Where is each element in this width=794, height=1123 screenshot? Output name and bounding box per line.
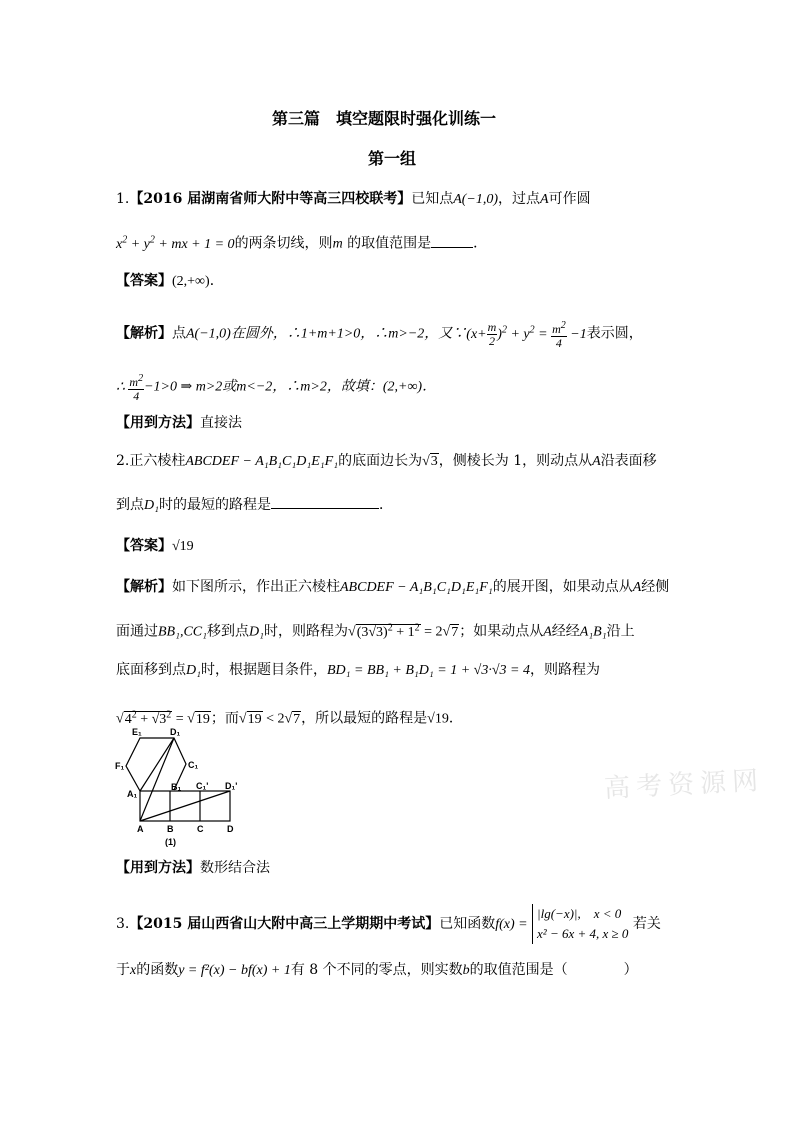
q2-ana1-prism: ABCDEF − A₁B₁C₁D₁E₁F₁ xyxy=(340,580,493,595)
q2-ana4-compare: √19 < 2√7 xyxy=(238,711,301,727)
q3-text-b: 若关 xyxy=(632,916,661,932)
q1-line2 xyxy=(116,230,487,255)
q2-ana4-a: ；而 xyxy=(210,710,239,727)
q2-analysis-line1 xyxy=(116,577,669,598)
q3-text-a: 已知函数 xyxy=(439,916,496,932)
q2-ana3-b: 时，根据题目条件， xyxy=(200,662,327,678)
q1-m: m xyxy=(332,236,343,252)
q2-ana3-a: 底面移到点 xyxy=(116,662,186,678)
q1-answer-blank xyxy=(431,233,473,248)
q2-analysis-line3 xyxy=(116,660,600,681)
q2-line1 xyxy=(116,451,657,472)
q2-line2 xyxy=(116,494,393,516)
label-b1: B₁ xyxy=(171,782,182,792)
q2-ana4-result: √19 xyxy=(427,711,449,727)
q1-number: 1. xyxy=(116,191,130,207)
q2-method-line xyxy=(116,858,270,878)
q1-period: ． xyxy=(473,235,488,252)
q3-line2-d: 的取值范围是（ ） xyxy=(469,962,638,978)
q2-method: 数形结合法 xyxy=(200,860,270,876)
q1-method-line xyxy=(116,413,242,433)
q2-ana2-a1b1: A₁B₁ xyxy=(579,624,607,640)
q2-ana3-d1: D₁ xyxy=(186,663,201,678)
q2-text-b: 的底面边长为 xyxy=(338,453,423,469)
group-heading: 第一组 xyxy=(368,149,417,168)
page-title: 第三篇 填空题限时强化训练一 xyxy=(272,109,497,128)
q2-line2-a: 到点 xyxy=(116,497,144,513)
q2-ana2-d1: D₁ xyxy=(249,624,264,640)
lateral-rectangles xyxy=(140,791,230,821)
q2-ana2-c: 时，则路程为 xyxy=(264,623,348,640)
q1-ana1-point: A(−1,0) xyxy=(186,326,231,342)
label-c1-prime: C₁' xyxy=(196,781,209,791)
q1-method-label: 【用到方法】 xyxy=(116,415,200,431)
q1-line2-c: 的取值范围是 xyxy=(342,235,432,252)
figure-caption: (1) xyxy=(165,837,176,847)
label-a1: A₁ xyxy=(127,789,138,799)
q2-text-a: 正六棱柱 xyxy=(129,453,186,469)
q1-answer-line xyxy=(116,271,224,292)
label-d1: D₁ xyxy=(170,727,181,737)
q2-ana2-a-point: A xyxy=(543,624,552,640)
q2-text-c: ，侧棱长为 1，则动点从 xyxy=(438,453,593,469)
q1-analysis-line2 xyxy=(116,372,436,403)
q1-answer-label: 【答案】 xyxy=(116,273,172,289)
q1-analysis-line1 xyxy=(116,319,643,350)
q2-ana2-f: 沿上 xyxy=(606,623,635,640)
q2-answer-label: 【答案】 xyxy=(116,538,172,554)
q1-answer: (2,+∞)． xyxy=(172,274,224,289)
q1-method: 直接法 xyxy=(200,415,242,431)
q3-line2-c: 有 8 个不同的零点，则实数 xyxy=(290,962,463,978)
q1-ana1-a: 点 xyxy=(172,325,186,342)
watermark: 高考资源网 xyxy=(603,765,765,805)
q1-ana1-eq: (x+ $\frac{m}{2}$ )$^2 + y^2$ = $\frac{m^2}{4}$ −1 xyxy=(466,320,587,350)
q1-text-c: 可作圆 xyxy=(548,191,591,207)
label-c1: C₁ xyxy=(188,760,199,770)
prism-unfold-figure xyxy=(112,724,248,854)
q3-line2 xyxy=(116,960,638,981)
q1-point-a: A(−1,0) xyxy=(453,192,499,207)
q2-a: A xyxy=(592,454,601,469)
q2-ana1-c: 经侧 xyxy=(641,579,670,595)
q2-sqrt3: √3 xyxy=(422,454,438,469)
q1-ana2-b: −1>0 ⇒ m>2或m<−2，∴m>2，故填：(2,+∞)． xyxy=(144,379,437,395)
q2-ana1-b: 的展开图，如果动点从 xyxy=(492,579,633,595)
q2-method-label: 【用到方法】 xyxy=(116,860,200,876)
q1-ana1-b: 在圆外，∴1+m+1>0，∴m>−2，又∵ xyxy=(230,326,467,342)
q3-line1 xyxy=(116,904,661,944)
label-d: D xyxy=(227,824,234,834)
q1-source: 【2016 届湖南省师大附中等高三四校联考】 xyxy=(129,191,412,207)
q2-answer-blank xyxy=(271,494,379,509)
q1-line1 xyxy=(116,189,591,210)
label-e1: E₁ xyxy=(132,727,142,737)
q1-ana1-c: 表示圆， xyxy=(586,325,643,342)
q2-prism: ABCDEF − A₁B₁C₁D₁E₁F₁ xyxy=(185,454,339,469)
q2-period: ． xyxy=(378,497,393,513)
q2-ana1-a-point: A xyxy=(632,580,642,595)
q3-case2: x² − 6x + 4, x ≥ 0 xyxy=(537,926,629,941)
q1-a: A xyxy=(540,192,549,207)
q2-text-d: 沿表面移 xyxy=(600,453,657,469)
q2-analysis-label: 【解析】 xyxy=(116,579,172,595)
q2-ana2-e: 经经 xyxy=(551,623,580,640)
q2-ana4-b: ，所以最短的路程是 xyxy=(301,710,428,727)
q2-number: 2. xyxy=(116,453,130,469)
q2-line2-b: 时的最短的路程是 xyxy=(158,497,271,513)
q2-answer: √19 xyxy=(172,539,194,554)
q2-ana2-d: ；如果动点从 xyxy=(459,623,544,640)
q2-analysis-line2 xyxy=(116,618,635,643)
q3-func: y = f²(x) − bf(x) + 1 xyxy=(178,963,291,978)
q3-source: 【2015 届山西省山大附中高三上学期期中考试】 xyxy=(129,916,440,932)
q3-b: b xyxy=(462,963,470,978)
q2-ana2-a: 面通过 xyxy=(116,623,158,640)
q3-number: 3. xyxy=(116,916,130,932)
q1-text-b: ，过点 xyxy=(498,191,541,207)
q3-line2-b: 的函数 xyxy=(136,962,179,978)
q2-ana3-c: ，则路程为 xyxy=(529,662,600,678)
q3-line2-a: 于 xyxy=(116,962,130,978)
q2-answer-line xyxy=(116,536,194,557)
q1-analysis-label: 【解析】 xyxy=(116,325,172,342)
q2-ana1-a: 如下图所示，作出正六棱柱 xyxy=(172,579,340,595)
label-b: B xyxy=(167,824,174,834)
q1-ana2-therefore: ∴ $\frac{m^2}{4}$ xyxy=(116,373,144,403)
q2-ana4-path: $√4^2 + √3^2 = √19$ xyxy=(116,709,210,727)
q2-ana3-eq: BD₁ = BB₁ + B₁D₁ = 1 + √3·√3 = 4 xyxy=(326,663,530,678)
label-c: C xyxy=(197,824,204,834)
q2-ana2-path: $√(3√3)^2 + 1^2 = 2√7$ xyxy=(348,622,459,640)
q3-fx: f(x) = xyxy=(495,917,528,932)
q3-piecewise xyxy=(532,904,628,944)
q2-ana2-edges: BB₁,CC₁ xyxy=(158,624,208,640)
q1-line2-b: 的两条切线，则 xyxy=(234,235,333,252)
q1-text-a: 已知点 xyxy=(411,191,454,207)
q3-case1: |lg(−x)|, x < 0 xyxy=(537,906,622,921)
label-d1-prime: D₁' xyxy=(225,781,238,791)
q2-ana4-period: ． xyxy=(448,710,463,727)
q2-ana2-b: 移到点 xyxy=(207,623,250,640)
q3-x: x xyxy=(130,963,137,978)
q2-d1: D₁ xyxy=(144,498,159,513)
q1-circle-equation: $x^2 + y^2$ + mx + 1 = 0 xyxy=(116,234,235,252)
label-a: A xyxy=(137,824,144,834)
label-f1: F₁ xyxy=(115,761,125,771)
